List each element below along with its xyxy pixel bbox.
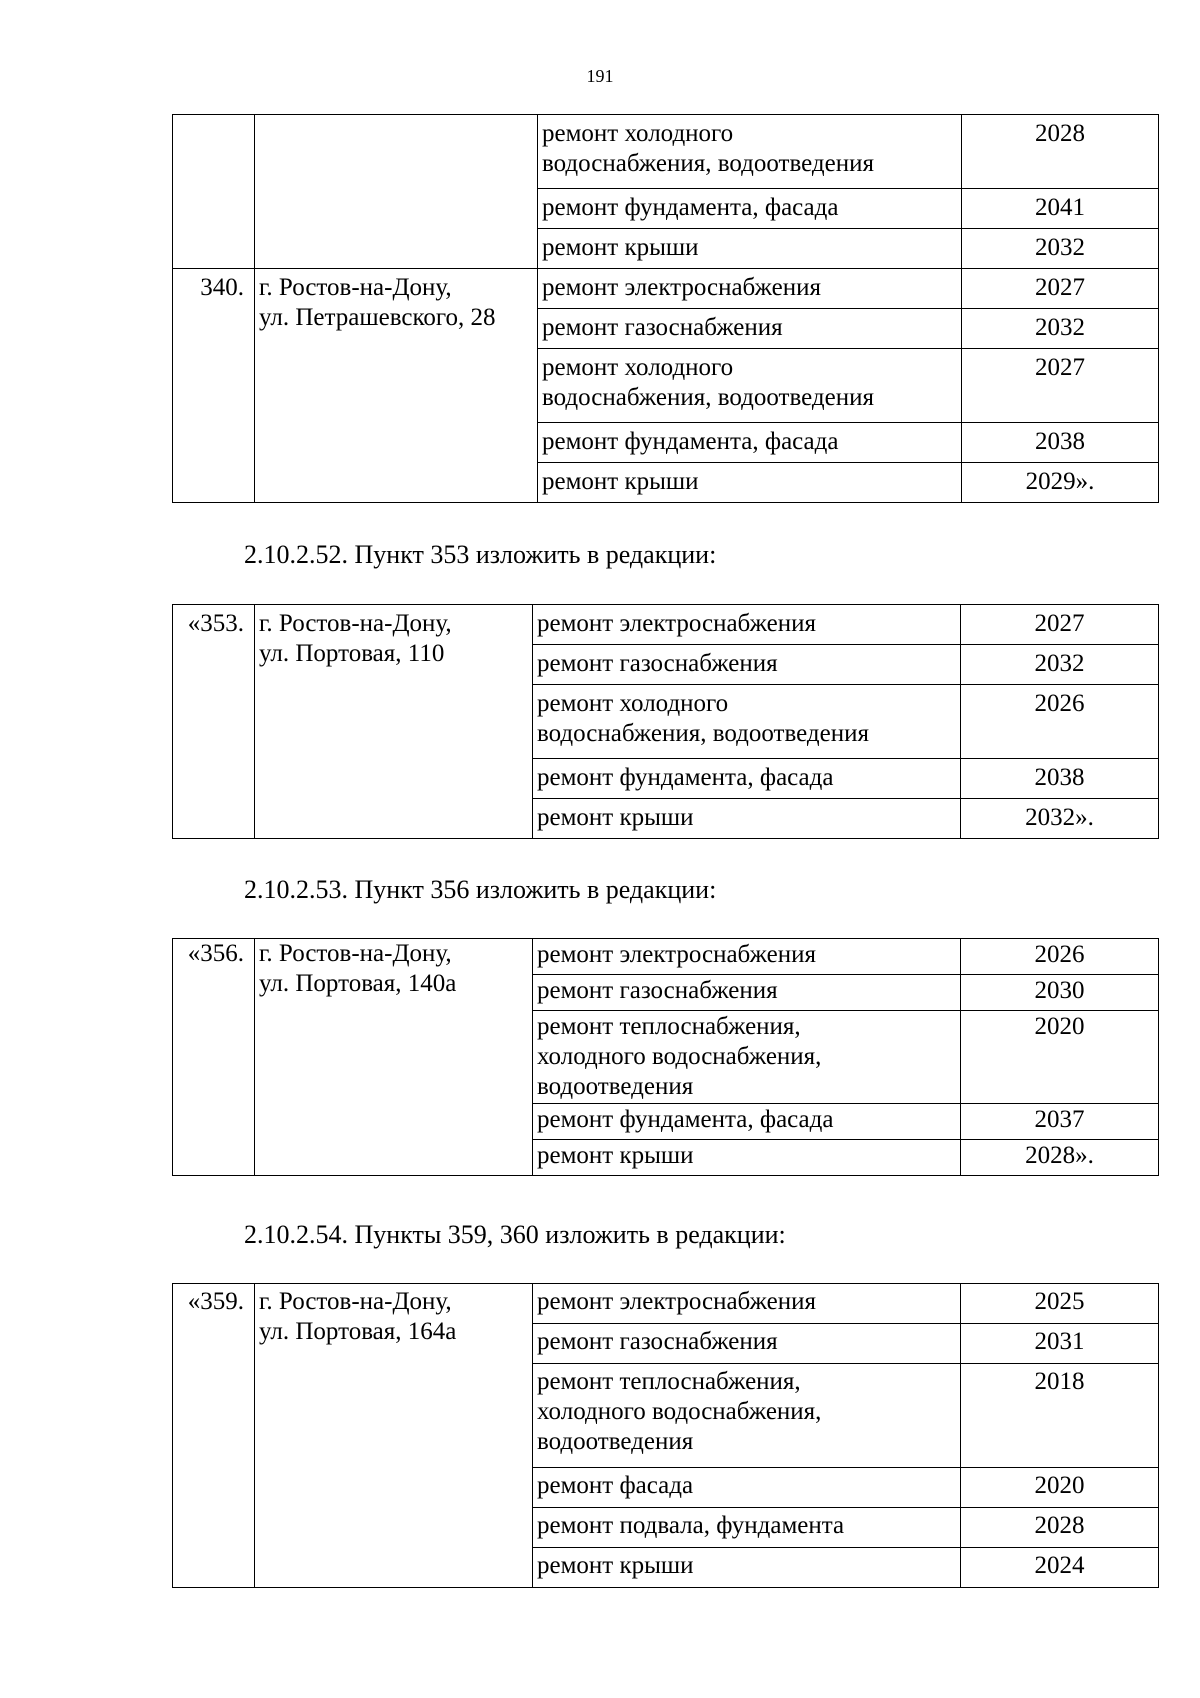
work-type-cell: ремонт крыши bbox=[538, 463, 962, 503]
work-type-text: ремонт теплоснабжения, bbox=[537, 1368, 801, 1395]
year-cell: 2020 bbox=[961, 1011, 1159, 1104]
work-type-text: водоснабжения, водоотведения bbox=[542, 384, 874, 411]
table-row bbox=[173, 605, 1159, 645]
address-street: ул. Портовая, 140а bbox=[259, 970, 457, 997]
year-cell: 2028 bbox=[962, 115, 1159, 189]
table-row bbox=[173, 269, 1159, 309]
work-type-cell: ремонт крыши bbox=[533, 799, 961, 839]
amendment-paragraph: 2.10.2.54. Пункты 359, 360 изложить в редакции: bbox=[244, 1220, 786, 1249]
year-cell: 2027 bbox=[961, 605, 1159, 645]
item-number: «353. bbox=[173, 605, 255, 839]
work-type-cell: ремонт фундамента, фасада bbox=[538, 423, 962, 463]
work-type-cell: ремонт крыши bbox=[533, 1140, 961, 1176]
work-type-text: ремонт холодного bbox=[542, 120, 734, 147]
work-type-cell: ремонт электроснабжения bbox=[538, 269, 962, 309]
repair-schedule-table-353 bbox=[172, 604, 1159, 839]
work-type-cell: ремонт газоснабжения bbox=[533, 975, 961, 1011]
work-type-text: водоотведения bbox=[537, 1073, 694, 1100]
repair-schedule-table-340 bbox=[172, 114, 1159, 503]
address-city: г. Ростов-на-Дону, bbox=[259, 610, 452, 637]
year-cell: 2032 bbox=[961, 645, 1159, 685]
work-type-cell bbox=[538, 349, 962, 423]
item-number: «359. bbox=[173, 1284, 255, 1588]
item-number: «356. bbox=[173, 939, 255, 1176]
address-cell bbox=[255, 1284, 533, 1588]
work-type-cell: ремонт фасада bbox=[533, 1468, 961, 1508]
year-cell: 2037 bbox=[961, 1104, 1159, 1140]
repair-schedule-table-359 bbox=[172, 1283, 1159, 1588]
year-cell: 2032». bbox=[961, 799, 1159, 839]
address-cell bbox=[255, 605, 533, 839]
address-cell bbox=[255, 269, 538, 503]
year-cell: 2030 bbox=[961, 975, 1159, 1011]
item-number-cell bbox=[173, 115, 255, 269]
year-cell: 2027 bbox=[962, 349, 1159, 423]
year-cell: 2028». bbox=[961, 1140, 1159, 1176]
work-type-cell: ремонт электроснабжения bbox=[533, 939, 961, 975]
year-cell: 2038 bbox=[961, 759, 1159, 799]
work-type-text: ремонт холодного bbox=[542, 354, 734, 381]
work-type-cell: ремонт фундамента, фасада bbox=[533, 1104, 961, 1140]
year-cell: 2026 bbox=[961, 939, 1159, 975]
item-number: 340. bbox=[173, 269, 255, 503]
year-cell: 2026 bbox=[961, 685, 1159, 759]
address-city: г. Ростов-на-Дону, bbox=[259, 274, 452, 301]
work-type-text: ремонт холодного bbox=[537, 690, 729, 717]
address-cell bbox=[255, 115, 538, 269]
table-row bbox=[173, 939, 1159, 975]
work-type-cell: ремонт газоснабжения bbox=[533, 645, 961, 685]
year-cell: 2028 bbox=[961, 1508, 1159, 1548]
year-cell: 2031 bbox=[961, 1324, 1159, 1364]
work-type-text: водоснабжения, водоотведения bbox=[537, 720, 869, 747]
address-street: ул. Портовая, 110 bbox=[259, 640, 445, 667]
work-type-cell: ремонт электроснабжения bbox=[533, 605, 961, 645]
work-type-cell bbox=[533, 1364, 961, 1468]
year-cell: 2024 bbox=[961, 1548, 1159, 1588]
work-type-text: водоснабжения, водоотведения bbox=[542, 150, 874, 177]
year-cell: 2032 bbox=[962, 309, 1159, 349]
address-city: г. Ростов-на-Дону, bbox=[259, 940, 452, 967]
repair-schedule-table-356 bbox=[172, 938, 1159, 1176]
amendment-paragraph: 2.10.2.52. Пункт 353 изложить в редакции: bbox=[244, 540, 717, 569]
table-row bbox=[173, 115, 1159, 189]
year-cell: 2027 bbox=[962, 269, 1159, 309]
year-cell: 2025 bbox=[961, 1284, 1159, 1324]
work-type-cell bbox=[538, 115, 962, 189]
year-cell: 2020 bbox=[961, 1468, 1159, 1508]
year-cell: 2041 bbox=[962, 189, 1159, 229]
work-type-text: холодного водоснабжения, bbox=[537, 1043, 822, 1070]
year-cell: 2029». bbox=[962, 463, 1159, 503]
work-type-text: ремонт теплоснабжения, bbox=[537, 1013, 801, 1040]
year-cell: 2018 bbox=[961, 1364, 1159, 1468]
work-type-text: водоотведения bbox=[537, 1428, 694, 1455]
work-type-text: холодного водоснабжения, bbox=[537, 1398, 822, 1425]
work-type-cell: ремонт фундамента, фасада bbox=[538, 189, 962, 229]
address-city: г. Ростов-на-Дону, bbox=[259, 1288, 452, 1315]
address-street: ул. Петрашевского, 28 bbox=[259, 304, 496, 331]
work-type-cell bbox=[533, 685, 961, 759]
work-type-cell bbox=[533, 1011, 961, 1104]
amendment-paragraph: 2.10.2.53. Пункт 356 изложить в редакции: bbox=[244, 875, 717, 904]
work-type-cell: ремонт электроснабжения bbox=[533, 1284, 961, 1324]
work-type-cell: ремонт газоснабжения bbox=[538, 309, 962, 349]
address-street: ул. Портовая, 164а bbox=[259, 1318, 457, 1345]
work-type-cell: ремонт фундамента, фасада bbox=[533, 759, 961, 799]
year-cell: 2038 bbox=[962, 423, 1159, 463]
work-type-cell: ремонт газоснабжения bbox=[533, 1324, 961, 1364]
work-type-cell: ремонт подвала, фундамента bbox=[533, 1508, 961, 1548]
year-cell: 2032 bbox=[962, 229, 1159, 269]
work-type-cell: ремонт крыши bbox=[533, 1548, 961, 1588]
page-number: 191 bbox=[586, 66, 614, 86]
work-type-cell: ремонт крыши bbox=[538, 229, 962, 269]
address-cell bbox=[255, 939, 533, 1176]
table-row bbox=[173, 1284, 1159, 1324]
